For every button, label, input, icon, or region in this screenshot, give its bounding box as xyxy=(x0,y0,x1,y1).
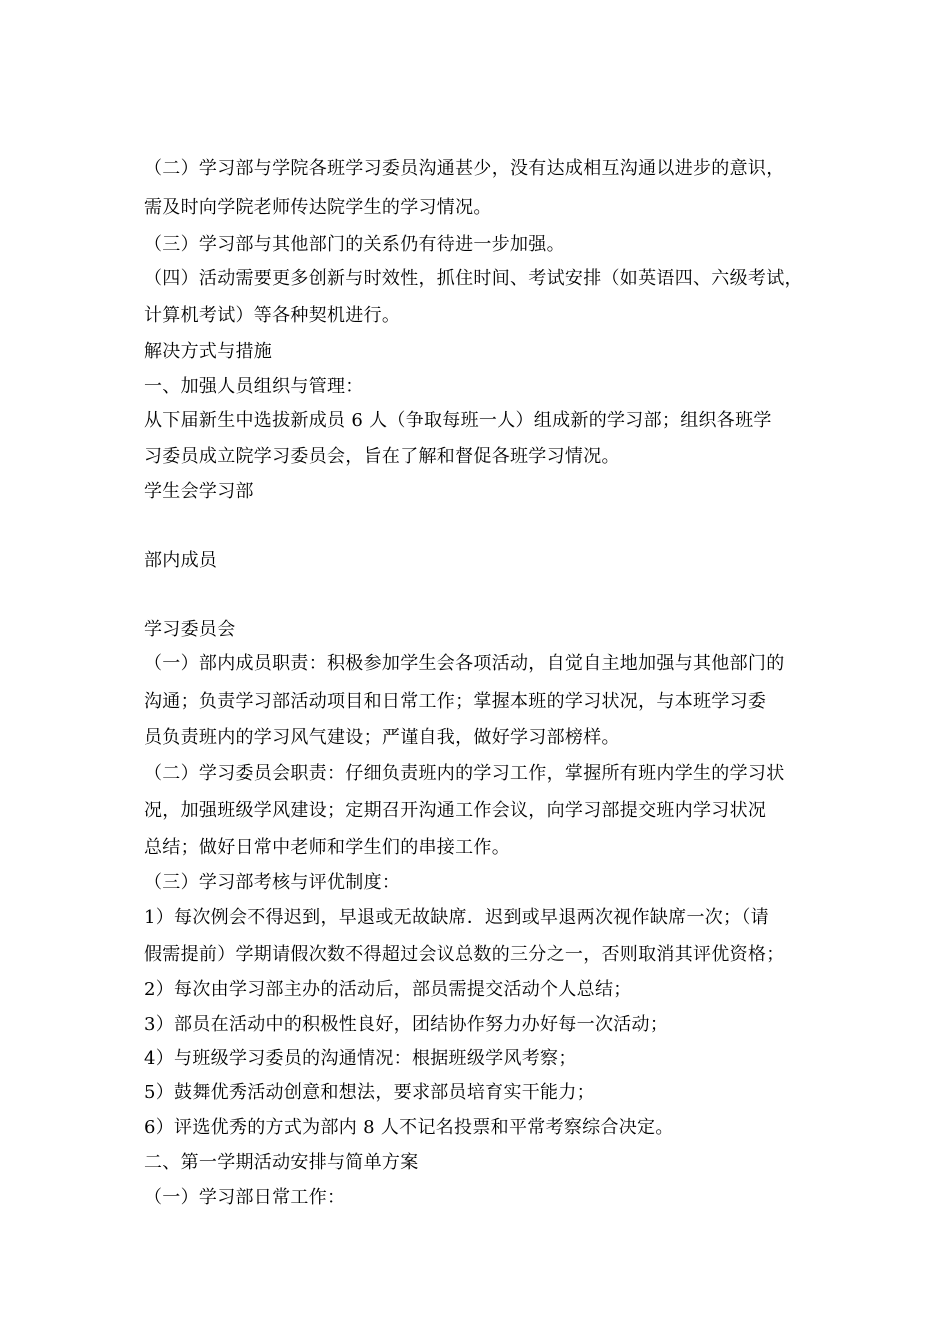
text-line: 需及时向学院老师传达院学生的学习情况。 xyxy=(144,197,492,218)
list-item: 5）鼓舞优秀活动创意和想法，要求部员培育实干能力； xyxy=(144,1082,595,1103)
text-line: （二）学习委员会职责：仔细负责班内的学习工作，掌握所有班内学生的学习状 xyxy=(144,763,785,784)
text-line: 习委员成立院学习委员会，旨在了解和督促各班学习情况。 xyxy=(144,446,620,467)
text-line: 员负责班内的学习风气建设；严谨自我，做好学习部榜样。 xyxy=(144,727,620,748)
text-line: 况，加强班级学风建设；定期召开沟通工作会议，向学习部提交班内学习状况 xyxy=(144,800,767,821)
text-line: （三）学习部考核与评优制度： xyxy=(144,872,401,893)
section-heading: 二、第一学期活动安排与简单方案 xyxy=(144,1152,419,1173)
list-item: 1）每次例会不得迟到，早退或无故缺席．迟到或早退两次视作缺席一次；（请 xyxy=(144,907,769,928)
text-line: 从下届新生中选拔新成员 6 人（争取每班一人）组成新的学习部；组织各班学 xyxy=(144,410,772,431)
list-item: 3）部员在活动中的积极性良好，团结协作努力办好每一次活动； xyxy=(144,1014,669,1035)
list-item: 4）与班级学习委员的沟通情况：根据班级学风考察； xyxy=(144,1048,577,1069)
text-line: （三）学习部与其他部门的关系仍有待进一步加强。 xyxy=(144,234,565,255)
text-line: 沟通；负责学习部活动项目和日常工作；掌握本班的学习状况，与本班学习委 xyxy=(144,691,767,712)
text-line: 总结；做好日常中老师和学生们的串接工作。 xyxy=(144,837,510,858)
org-label: 部内成员 xyxy=(144,550,218,571)
list-item: 2）每次由学习部主办的活动后，部员需提交活动个人总结； xyxy=(144,979,632,1000)
org-label: 学生会学习部 xyxy=(144,481,254,502)
section-heading: 解决方式与措施 xyxy=(144,341,273,362)
text-line: （四）活动需要更多创新与时效性，抓住时间、考试安排（如英语四、六级考试， xyxy=(144,268,803,289)
text-line: （一）部内成员职责：积极参加学生会各项活动，自觉自主地加强与其他部门的 xyxy=(144,653,785,674)
text-line: 计算机考试）等各种契机进行。 xyxy=(144,305,401,326)
subsection-heading: （一）学习部日常工作： xyxy=(144,1187,346,1208)
list-item: 6）评选优秀的方式为部内 8 人不记名投票和平常考察综合决定。 xyxy=(144,1117,674,1138)
list-item: 假需提前）学期请假次数不得超过会议总数的三分之一，否则取消其评优资格； xyxy=(144,944,785,965)
org-label: 学习委员会 xyxy=(144,619,236,640)
subsection-heading: 一、加强人员组织与管理： xyxy=(144,376,364,397)
text-line: （二）学习部与学院各班学习委员沟通甚少，没有达成相互沟通以进步的意识， xyxy=(144,158,785,179)
